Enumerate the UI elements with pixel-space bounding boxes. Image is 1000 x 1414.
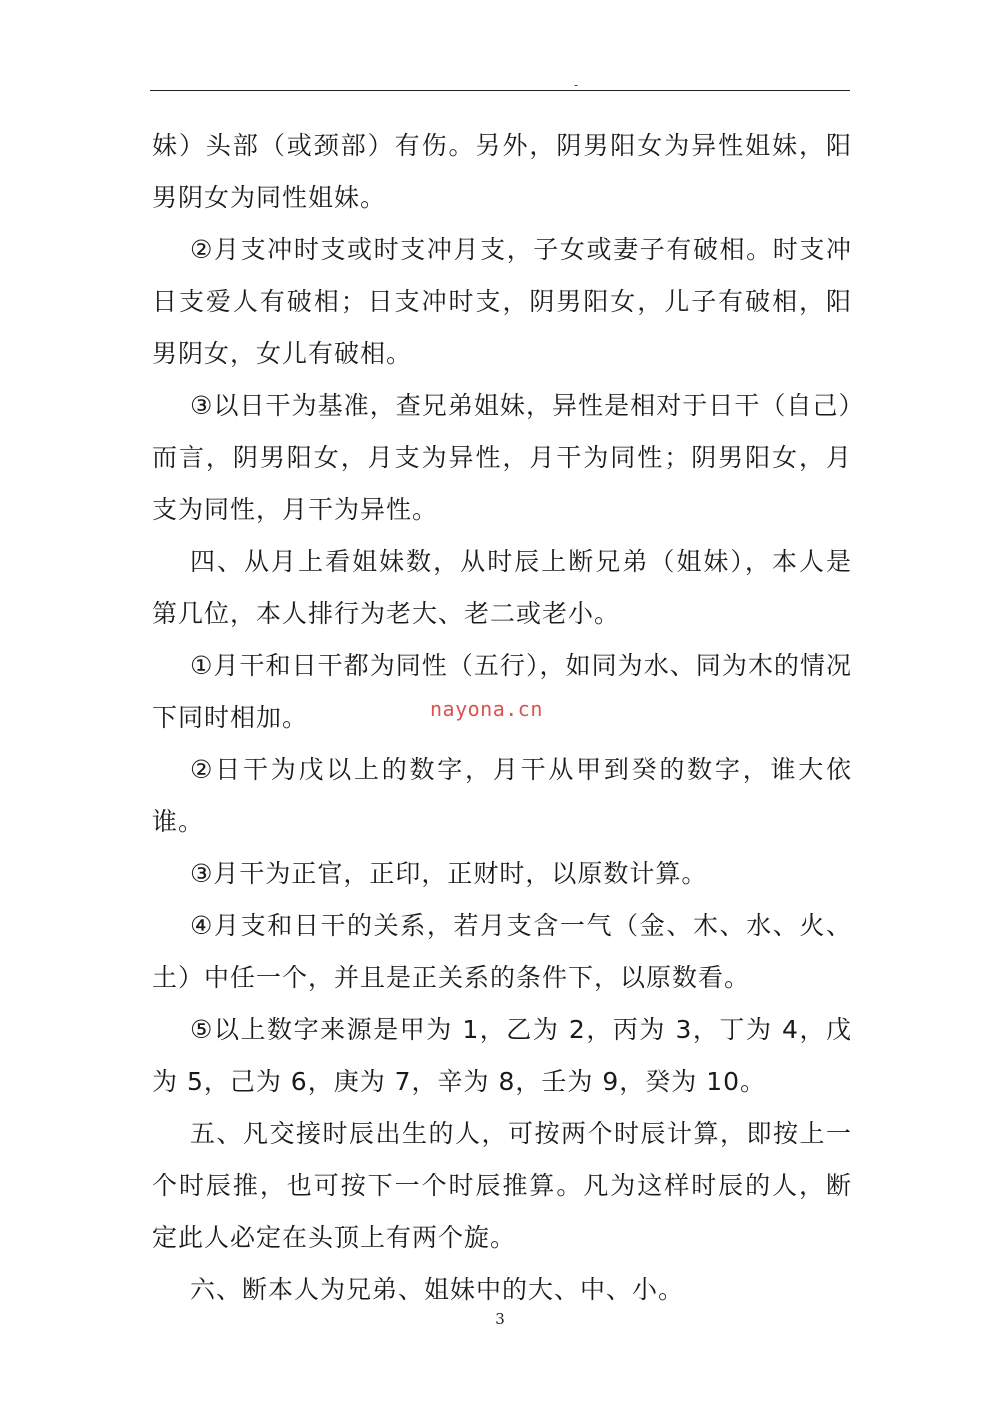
page-number: 3 — [495, 1310, 505, 1328]
paragraph-2: ②月支冲时支或时支冲月支，子女或妻子有破相。时支冲日支爱人有破相；日支冲时支，阴男阳女，儿子有破相，阳男阴女，女儿有破相。 — [152, 235, 852, 368]
paragraph-4: 四、从月上看姐妹数，从时辰上断兄弟（姐妹），本人是第几位，本人排行为老大、老二或老小。 — [152, 547, 852, 628]
paragraph-11: 六、断本人为兄弟、姐妹中的大、中、小。 — [190, 1275, 685, 1304]
paragraph-1: 妹）头部（或颈部）有伤。另外，阴男阳女为异性姐妹，阳男阴女为同性姐妹。 — [152, 131, 852, 212]
paragraph-8: ④月支和日干的关系，若月支含一气（金、木、水、火、土）中任一个，并且是正关系的条件下，以原数看。 — [152, 911, 852, 992]
header-rule — [150, 90, 850, 91]
paragraph-7: ③月干为正官，正印，正财时，以原数计算。 — [190, 859, 708, 888]
header-mark: - — [574, 78, 579, 92]
watermark-text: nayona.cn — [430, 697, 543, 721]
paragraph-3: ③以日干为基准，查兄弟姐妹，异性是相对于日干（自己）而言，阴男阳女，月支为异性，月干为同性；阴男阳女，月支为同性，月干为异性。 — [152, 391, 852, 524]
paragraph-5: ①月干和日干都为同性（五行），如同为水、同为木的情况下同时相加。 — [152, 651, 852, 732]
paragraph-10: 五、凡交接时辰出生的人，可按两个时辰计算，即按上一个时辰推，也可按下一个时辰推算。凡为这样时辰的人，断定此人必定在头顶上有两个旋。 — [152, 1119, 852, 1252]
paragraph-6: ②日干为戊以上的数字，月干从甲到癸的数字，谁大依谁。 — [152, 755, 852, 836]
paragraph-9: ⑤以上数字来源是甲为 1，乙为 2，丙为 3，丁为 4，戊为 5，己为 6，庚为 7，辛为 8，壬为 9，癸为 10。 — [152, 1015, 852, 1096]
